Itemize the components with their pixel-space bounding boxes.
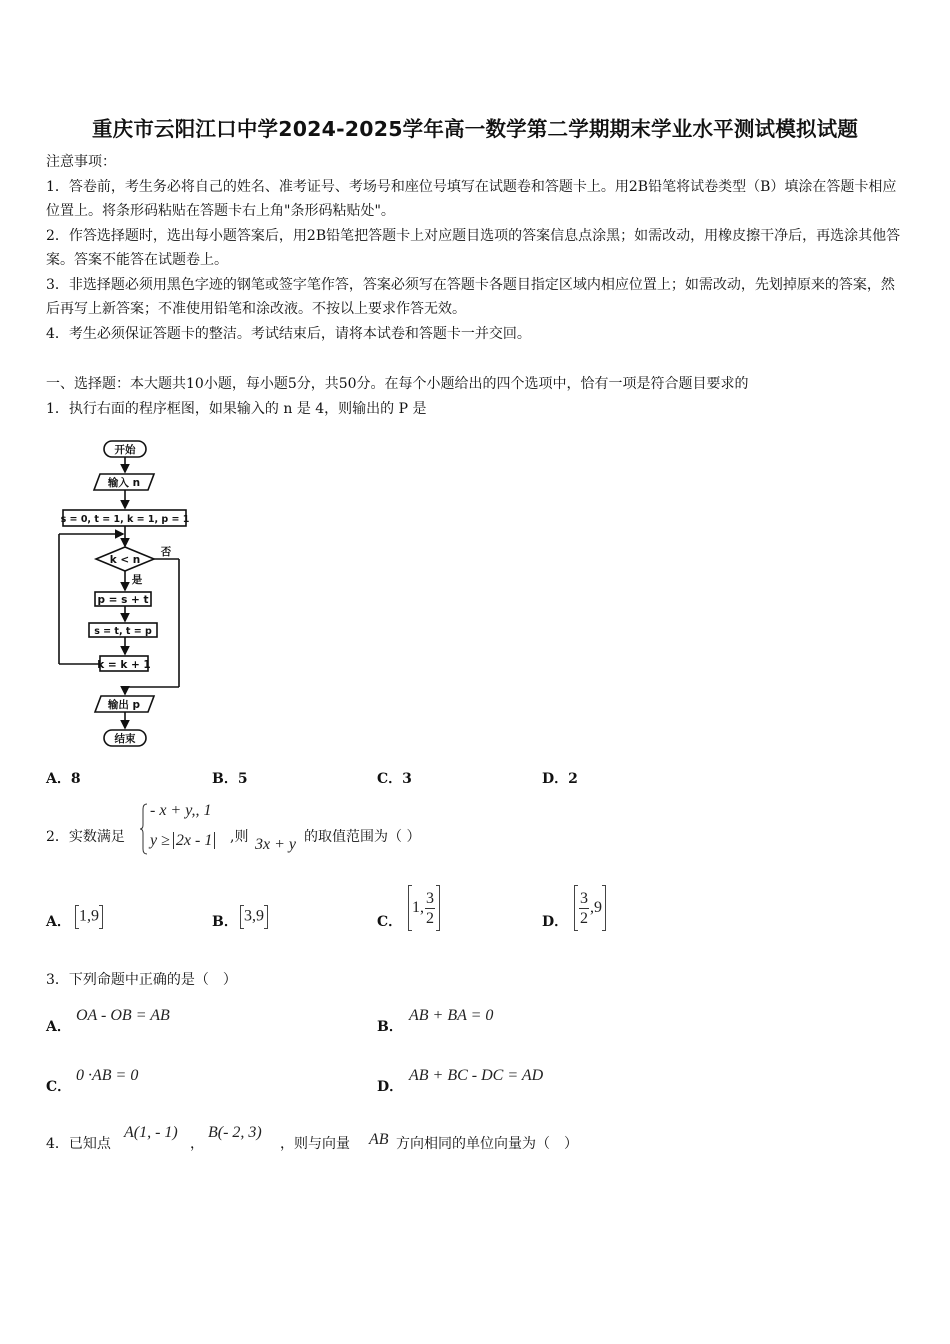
flow-step2-label: s = t, t = p [94,626,152,637]
flow-yes-label: 是 [131,574,143,586]
q1-stem: 1．执行右面的程序框图，如果输入的 n 是 4，则输出的 P 是 [46,401,427,417]
option-label: C． [377,771,403,787]
q1-option-b [212,768,248,788]
q3-option-a-value: OA - OB = AB [76,1007,170,1024]
q2-prefix: 2．实数满足 [46,829,125,845]
flow-step1-label: p = s + t [97,594,149,606]
q3-stem: 3．下列命题中正确的是（ ） [46,972,237,988]
notice-item: 2．作答选择题时，选出每小题答案后，用2B铅笔把答题卡上对应题目选项的答案信息点涂黑；如需改动，用橡皮擦干净后，再选涂其他答案。答案不能答在试题卷上。 [46,227,901,268]
flow-no-label: 否 [160,546,172,558]
flow-cond-label: k < n [109,554,141,566]
section-heading: 一、选择题：本大题共10小题，每小题5分，共50分。在每个小题给出的四个选项中，恰有一项是符合题目要求的 [46,376,749,392]
q2-then: ,则 [230,829,249,845]
q2-option-b-value [240,905,268,929]
fraction [425,889,435,928]
notice-item: 4．考生必须保证答题卡的整洁。考试结束后，请将本试卷和答题卡一并交回。 [46,325,531,342]
q4-prefix: 4．已知点 [46,1136,111,1152]
interval-text: 3,9 [244,907,264,925]
q2-option-a-label: A． [46,914,71,930]
option-label: B． [212,771,238,787]
abs-value: 2x - 1 [173,832,215,849]
q3-option-c-label: C． [46,1079,72,1095]
q1-option-a [46,768,81,788]
option-label: D． [542,771,569,787]
notice-item: 1．答卷前，考生务必将自己的姓名、准考证号、考场号和座位号填写在试题卷和答题卡上。用2B铅笔将试卷类型（B）填涂在答题卡相应位置上。将条形码粘贴在答题卡右上角"条形码粘贴处"。 [46,178,897,219]
flowchart [50,432,210,754]
interval-text: ,9 [590,899,602,916]
flow-init-label: s = 0, t = 1, k = 1, p = 1 [60,514,190,525]
option-label: A． [46,771,71,787]
point-a: A(1, - 1) [124,1124,178,1141]
q3-option-d-label: D． [377,1079,404,1095]
q2-option-b-label: B． [212,914,238,930]
fraction-numerator: 3 [426,889,434,907]
q2-option-c-label: C． [377,914,403,930]
flow-end-label: 结束 [114,733,136,745]
option-value: 8 [70,771,81,787]
flow-output-label: 输出 p [107,699,141,711]
q4-mid: ，则与向量 [280,1136,350,1152]
q1-option-d [542,768,578,788]
q3-option-b-label: B． [377,1019,403,1035]
page-title: 重庆市云阳江口中学2024-2025学年高一数学第二学期期末学业水平测试模拟试题 [91,117,859,141]
q3-option-b-value: AB + BA = 0 [409,1007,494,1024]
fraction-denominator: 2 [426,909,434,927]
option-value: 5 [237,771,248,787]
fraction [579,889,589,928]
q2-option-d-label: D． [542,914,569,930]
notice-item: 3．非选择题必须用黑色字迹的钢笔或签字笔作答，答案必须写在答题卡各题目指定区域内相应位置上；如需改动，先划掉原来的答案，然后再写上新答案；不准使用铅笔和涂改液。不按以上要求作答无效。 [46,276,895,317]
q2-option-c-value [408,884,440,932]
system-line2-a: y ≥ [150,832,170,849]
fraction-denominator: 2 [580,909,588,927]
fraction-numerator: 3 [580,889,588,907]
notice-block [46,150,906,346]
interval-text: 1, [412,899,424,916]
interval-text: 1,9 [79,907,99,925]
flow-step3-label: k = k + 1 [97,659,151,671]
q3-option-a-label: A． [46,1019,71,1035]
q4-suffix: 方向相同的单位向量为（ ） [396,1136,578,1152]
flow-start-label: 开始 [114,444,136,456]
q1-option-c [377,768,412,788]
q2-expression: 3x + y [255,836,296,853]
q2-option-d-value [574,884,606,932]
vector-ab: AB [369,1131,389,1148]
system-line1: - x + y,, 1 [150,802,212,819]
system-line2 [150,832,215,850]
q3-option-d-value: AB + BC - DC = AD [409,1067,544,1084]
option-value: 3 [402,771,412,787]
option-value: 2 [568,771,578,787]
flow-input-label: 输入 n [107,477,141,489]
point-b: B(- 2, 3) [208,1124,262,1141]
system-brace [140,803,148,855]
notice-heading: 注意事项： [46,154,116,170]
q3-option-c-value: 0 ·AB = 0 [76,1067,139,1084]
q2-suffix: 的取值范围为（ ） [304,829,421,845]
q2-option-a-value [75,905,103,929]
q4-comma: ， [190,1136,204,1152]
